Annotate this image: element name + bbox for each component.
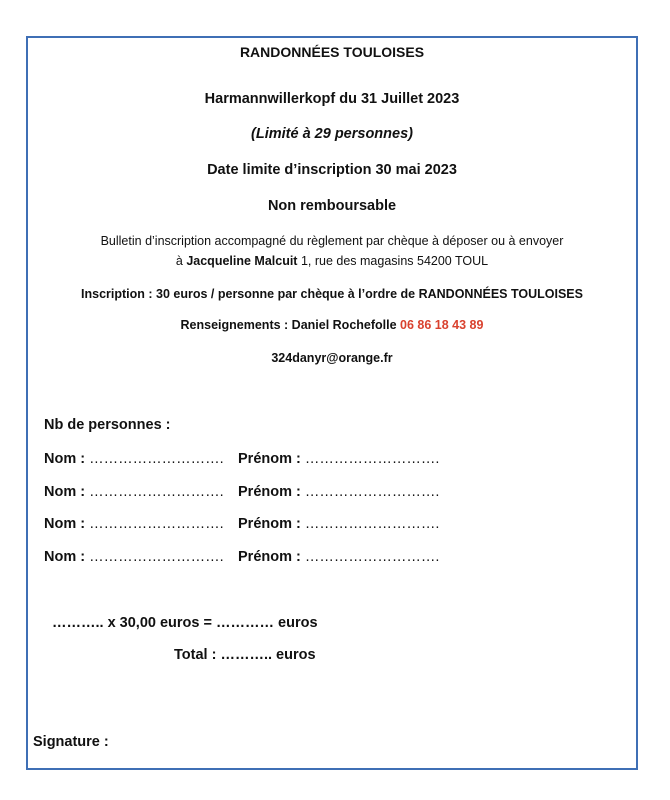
contact-name: Jacqueline Malcuit	[186, 254, 298, 268]
bulletin-address	[26, 254, 638, 268]
price-calculation[interactable]: ……….. x 30,00 euros = ………… euros	[52, 615, 318, 631]
nom-dots: ……………………….	[85, 451, 224, 467]
prenom-field[interactable]	[238, 451, 439, 467]
form-border	[26, 36, 638, 770]
prenom-label: Prénom :	[238, 451, 301, 467]
nb-personnes-label: Nb de personnes :	[44, 417, 171, 433]
nom-dots: ……………………….	[85, 484, 224, 500]
bulletin-instructions: Bulletin d’inscription accompagné du règlement par chèque à déposer ou à envoyer	[100, 234, 564, 248]
nom-field[interactable]	[44, 484, 224, 500]
signature-label: Signature :	[33, 734, 109, 750]
prenom-dots: ……………………….	[300, 451, 440, 467]
contact-label: Renseignements : Daniel Rochefolle	[180, 318, 401, 332]
postal-address: 1, rue des magasins 54200 TOUL	[297, 254, 489, 268]
bulletin-prefix: à	[175, 254, 187, 268]
prenom-dots: ……………………….	[300, 549, 440, 565]
prenom-label: Prénom :	[238, 516, 301, 532]
prenom-dots: ……………………….	[300, 484, 440, 500]
prenom-dots: ……………………….	[300, 516, 440, 532]
nom-field[interactable]	[44, 549, 224, 565]
total-amount[interactable]: Total : ……….. euros	[174, 647, 316, 663]
prenom-field[interactable]	[238, 549, 439, 565]
nom-label: Nom :	[44, 451, 86, 467]
price-info: Inscription : 30 euros / personne par chèque à l’ordre de RANDONNÉES TOULOISES	[81, 287, 583, 301]
nom-dots: ……………………….	[85, 549, 224, 565]
prenom-label: Prénom :	[238, 484, 301, 500]
event-title: Harmannwillerkopf du 31 Juillet 2023	[204, 91, 460, 107]
contact-info	[26, 318, 638, 332]
nom-field[interactable]	[44, 451, 224, 467]
registration-deadline: Date limite d’inscription 30 mai 2023	[207, 162, 457, 178]
nom-label: Nom :	[44, 484, 86, 500]
prenom-field[interactable]	[238, 484, 439, 500]
nom-dots: ……………………….	[85, 516, 224, 532]
nom-label: Nom :	[44, 549, 86, 565]
non-refundable-notice: Non remboursable	[267, 198, 397, 214]
prenom-field[interactable]	[238, 516, 439, 532]
club-title: RANDONNÉES TOULOISES	[239, 44, 425, 60]
nom-field[interactable]	[44, 516, 224, 532]
prenom-label: Prénom :	[238, 549, 301, 565]
nom-label: Nom :	[44, 516, 86, 532]
participant-limit: (Limité à 29 personnes)	[251, 126, 413, 142]
phone-number: 06 86 18 43 89	[400, 318, 484, 332]
contact-email: 324danyr@orange.fr	[271, 351, 393, 365]
